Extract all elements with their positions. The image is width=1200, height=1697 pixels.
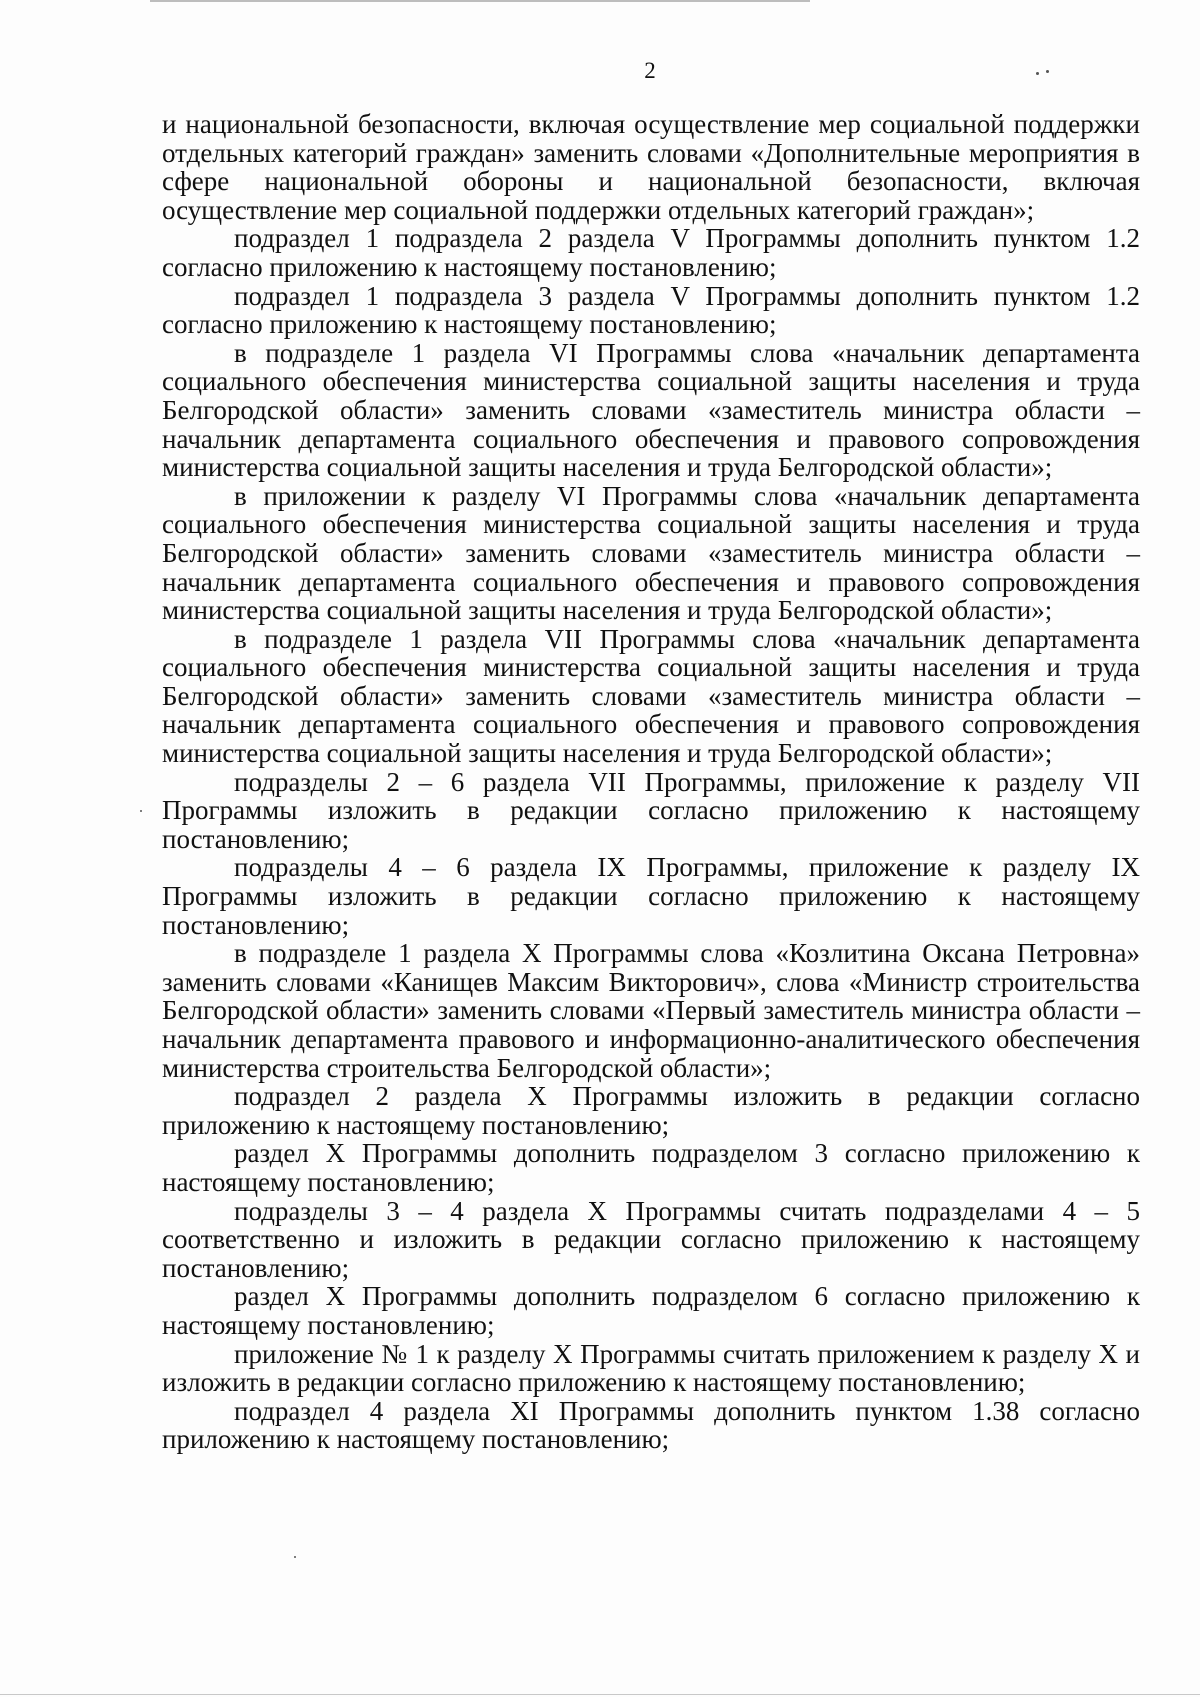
paragraph: подраздел 4 раздела XI Программы дополнить пунктом 1.38 согласно приложению к настоящему постановлению;	[162, 1395, 1140, 1455]
scan-speck	[294, 1556, 296, 1558]
paragraph: в подразделе 1 раздела VII Программы слова «начальник департамента социального обеспечения министерства социальной защиты населения и труда Белгородской области» заменить словами «заместитель министра области – начальник департамента социального обеспечения и правового сопровождения министерства социальной защиты населения и труда Белгородской области»;	[162, 623, 1140, 769]
scan-edge-top	[150, 0, 810, 2]
scan-speck	[1046, 70, 1049, 73]
scan-speck	[140, 810, 142, 812]
scan-speck	[1036, 72, 1039, 75]
page-number: 2	[644, 58, 656, 83]
paragraph: подраздел 1 подраздела 2 раздела V Программы дополнить пунктом 1.2 согласно приложению к настоящему постановлению;	[162, 223, 1140, 282]
paragraph: приложение № 1 к разделу X Программы считать приложением к разделу X и изложить в редакции согласно приложению к настоящему постановлению;	[162, 1338, 1140, 1398]
paragraph: подразделы 4 – 6 раздела IX Программы, приложение к разделу IX Программы изложить в редакции согласно приложению к настоящему постановлению;	[162, 852, 1140, 940]
paragraph: подразделы 3 – 4 раздела X Программы считать подразделами 4 – 5 соответственно и изложить в редакции согласно приложению к настоящему постановлению;	[162, 1195, 1140, 1283]
paragraph: подраздел 1 подраздела 3 раздела V Программы дополнить пунктом 1.2 согласно приложению к настоящему постановлению;	[162, 280, 1140, 340]
paragraph: раздел X Программы дополнить подразделом 6 согласно приложению к настоящему постановлению;	[162, 1281, 1140, 1340]
paragraph: в подразделе 1 раздела VI Программы слова «начальник департамента социального обеспечения министерства социальной защиты населения и труда Белгородской области» заменить словами «заместитель министра области – начальник департамента социального обеспечения и правового сопровождения министерства социальной защиты населения и труда Белгородской области»;	[162, 337, 1140, 483]
paragraph: подраздел 2 раздела X Программы изложить в редакции согласно приложению к настоящему постановлению;	[162, 1081, 1140, 1140]
paragraph: раздел X Программы дополнить подразделом 3 согласно приложению к настоящему постановлению;	[162, 1138, 1140, 1197]
paragraph: подразделы 2 – 6 раздела VII Программы, приложение к разделу VII Программы изложить в редакции согласно приложению к настоящему постановлению;	[162, 766, 1140, 854]
paragraph: и национальной безопасности, включая осуществление мер социальной поддержки отдельных категорий граждан» заменить словами «Дополнительные мероприятия в сфере национальной обороны и национальной безопасности, включая осуществление мер социальной поддержки отдельных категорий граждан»;	[162, 109, 1140, 225]
paragraph: в подразделе 1 раздела X Программы слова «Козлитина Оксана Петровна» заменить словами «Канищев Максим Викторович», слова «Министр строительства Белгородской области» заменить словами «Первый заместитель министра области – начальник департамента правового и информационно-аналитического обеспечения министерства строительства Белгородской области»;	[162, 938, 1140, 1083]
paragraph: в приложении к разделу VI Программы слова «начальник департамента социального обеспечения министерства социальной защиты населения и труда Белгородской области» заменить словами «заместитель министра области – начальник департамента социального обеспечения и правового сопровождения министерства социальной защиты населения и труда Белгородской области»;	[162, 480, 1140, 626]
scan-edge-bottom	[0, 1694, 1200, 1695]
document-body	[162, 110, 1140, 1454]
